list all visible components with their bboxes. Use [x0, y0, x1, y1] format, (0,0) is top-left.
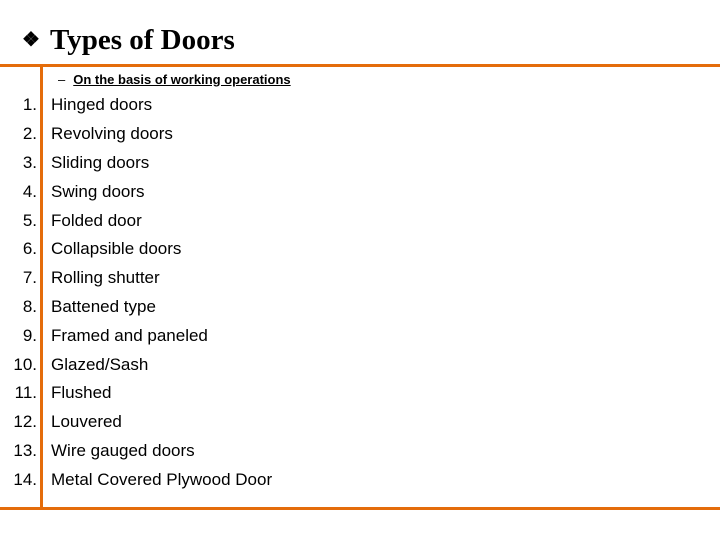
list-item-label: Collapsible doors: [51, 239, 182, 259]
diamond-bullet-icon: ❖: [22, 28, 40, 51]
list-item: [0, 293, 272, 322]
list-item: [0, 149, 272, 178]
bottom-divider: [0, 507, 720, 510]
list-item: [0, 120, 272, 149]
list-item-number: 6.: [22, 239, 37, 259]
list-item: [0, 379, 272, 408]
list-item-number: 14.: [13, 469, 37, 489]
list-item-label: Flushed: [51, 383, 112, 403]
top-divider: [0, 64, 720, 67]
list-item-label: Battened type: [51, 296, 156, 316]
list-item: [0, 321, 272, 350]
slide-title-text: Types of Doors: [50, 23, 235, 56]
list-item: [0, 206, 272, 235]
list-item-label: Glazed/Sash: [51, 354, 149, 374]
list-item-label: Louvered: [51, 412, 122, 432]
list-item: [0, 177, 272, 206]
list-item: [0, 264, 272, 293]
list-item-number: 12.: [13, 412, 37, 432]
slide-title: [22, 22, 235, 58]
subtitle: [58, 69, 291, 89]
list-item-number: 4.: [22, 181, 37, 201]
list-item: [0, 350, 272, 379]
subtitle-text: On the basis of working operations: [73, 71, 291, 87]
list-item-number: 8.: [22, 296, 37, 316]
list-item-label: Sliding doors: [51, 152, 150, 172]
list-item-number: 9.: [22, 325, 37, 345]
door-types-list: [0, 91, 272, 494]
list-item-number: 13.: [13, 440, 37, 460]
list-item-label: Revolving doors: [51, 124, 173, 144]
list-item-label: Folded door: [51, 210, 142, 230]
list-item-label: Rolling shutter: [51, 268, 160, 288]
list-item-number: 11.: [14, 383, 37, 403]
list-item-label: Hinged doors: [51, 95, 153, 115]
list-item-number: 7.: [22, 268, 37, 288]
list-item-label: Wire gauged doors: [51, 440, 195, 460]
list-item-label: Swing doors: [51, 181, 145, 201]
list-item-number: 2.: [22, 124, 37, 144]
list-item: [0, 91, 272, 120]
list-item-label: Metal Covered Plywood Door: [51, 469, 273, 489]
list-item: [0, 408, 272, 437]
dash-bullet-icon: –: [58, 71, 66, 87]
list-item-number: 5.: [22, 210, 37, 230]
list-item-label: Framed and paneled: [51, 325, 208, 345]
list-item: [0, 437, 272, 466]
list-item-number: 10.: [13, 354, 37, 374]
list-item: [0, 235, 272, 264]
list-item: [0, 465, 272, 494]
list-item-number: 1.: [22, 95, 37, 115]
list-item-number: 3.: [22, 152, 37, 172]
